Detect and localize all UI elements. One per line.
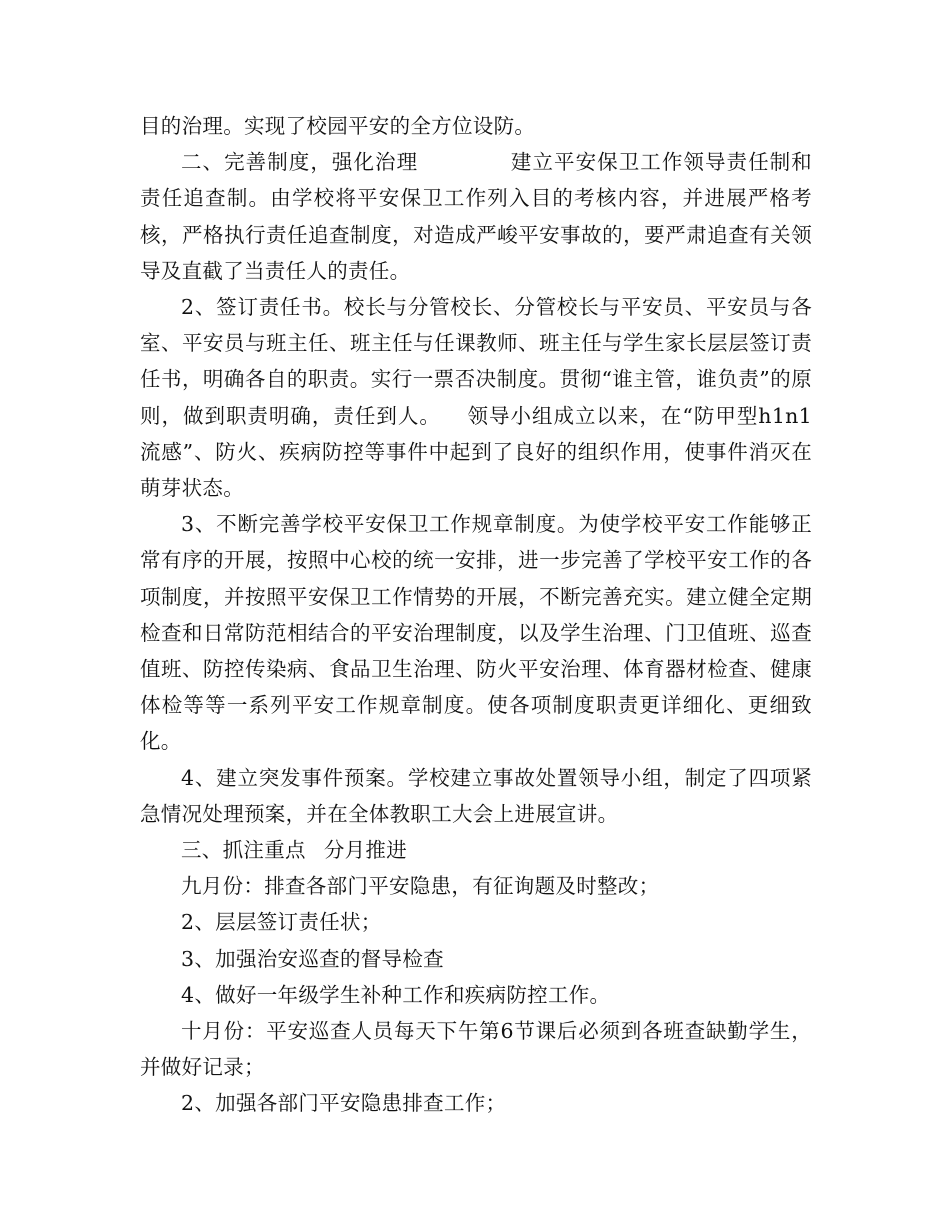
- paragraph-september: [140, 868, 812, 904]
- paragraph-section-two: [140, 144, 812, 289]
- paragraph-text: 九月份：排查各部门平安隐患，有征询题及时整改；: [181, 874, 660, 899]
- paragraph-continuation: [140, 108, 812, 144]
- list-item: [140, 941, 812, 977]
- paragraph-text: 3、不断完善学校平安保卫工作规章制度。为使学校平安工作能够正常有序的开展，按照中心校的统一安排，进一步完善了学校平安工作的各项制度，并按照平安保卫工作情势的开展，不断完善充实。建立健全定期检查和日常防范相结合的平安治理制度，以及学生治理、门卫值班、巡查值班、防控传染病、食品卫生治理、防火平安治理、体育器材检查、健康体检等等一系列平安工作规章制度。使各项制度职责更详细化、更细致化。: [140, 512, 812, 754]
- paragraph-text: 2、层层签订责任状；: [181, 910, 382, 935]
- paragraph-text-tail: 领导小组成立以来，在“防甲型h1n1流感”、防火、疾病防控等事件中起到了良好的组织作用，使事件消灭在萌芽状态。: [140, 403, 813, 501]
- paragraph-section-three: [140, 832, 812, 868]
- list-item: [140, 977, 812, 1013]
- list-item: [140, 904, 812, 940]
- paragraph-october: [140, 1013, 812, 1085]
- paragraph-text: 分月推进: [323, 838, 408, 863]
- paragraph-text: 十月份：平安巡查人员每天下午第6节课后必须到各班查缺勤学生，并做好记录；: [140, 1019, 812, 1080]
- document-body: [140, 108, 812, 1122]
- paragraph-text: 3、加强治安巡查的督导检查: [181, 946, 444, 971]
- list-item: [140, 1085, 812, 1121]
- section-heading: 二、完善制度，强化治理: [181, 150, 419, 175]
- paragraph-text: 2、签订责任书。校长与分管校长、分管校长与平安员、平安员与各室、平安员与班主任、班主任与任课教师、班主任与学生家长层层签订责任书，明确各自的职责。实行一票否决制度。贯彻“谁主管，谁负责”的原则，做到职责明确，责任到人。: [140, 295, 812, 428]
- paragraph-text: 4、做好一年级学生补种工作和疾病防控工作。: [181, 982, 611, 1007]
- paragraph-text: 目的治理。实现了校园平安的全方位设防。: [140, 114, 536, 138]
- paragraph-regulations: [140, 506, 812, 759]
- section-heading: 三、抓注重点: [181, 838, 306, 863]
- paragraph-text: 4、建立突发事件预案。学校建立事故处置领导小组，制定了四项紧急情况处理预案，并在全体教职工大会上进展宣讲。: [140, 765, 812, 826]
- paragraph-responsibility: [140, 289, 812, 506]
- paragraph-emergency-plan: [140, 760, 812, 832]
- paragraph-text: 建立平安保卫工作领导责任制和责任追查制。由学校将平安保卫工作列入目的考核内容，并进展严格考核，严格执行责任追查制度，对造成严峻平安事故的，要严肃追查有关领导及直截了当责任人的责任。: [140, 150, 812, 283]
- paragraph-text: 2、加强各部门平安隐患排查工作；: [181, 1091, 507, 1116]
